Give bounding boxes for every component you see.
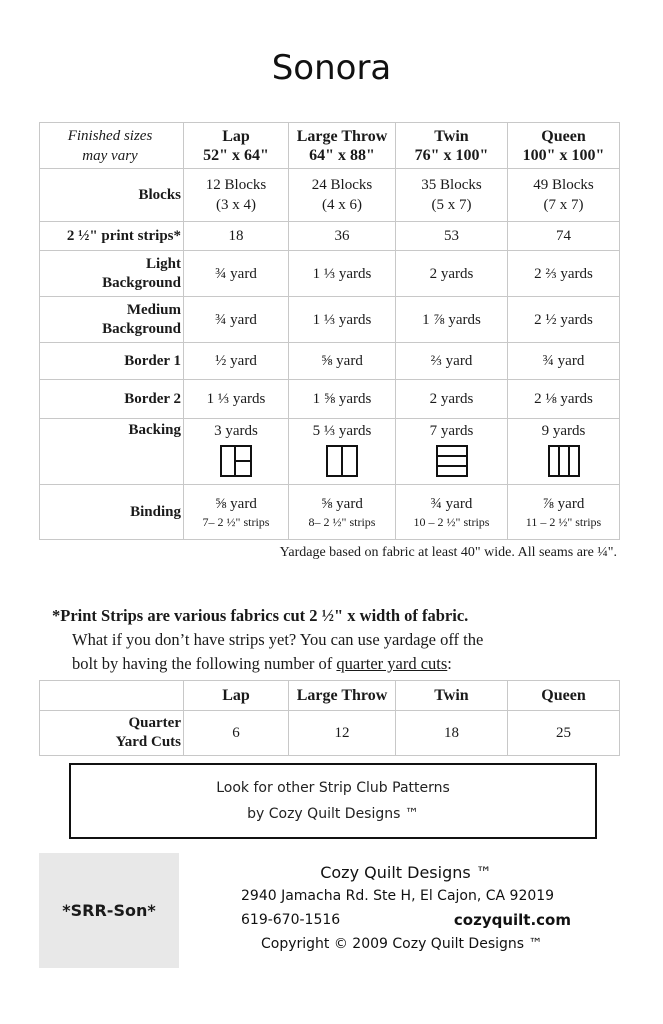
table-cell: ½ yard xyxy=(184,343,289,380)
table-cell: ¾ yard xyxy=(184,297,289,343)
company-info xyxy=(241,862,571,956)
table-cell: 49 Blocks (7 x 7) xyxy=(508,169,620,222)
sku-code: *SRR-Son* xyxy=(62,901,156,920)
table-cell: 1 ⅓ yards xyxy=(184,380,289,419)
page-title: Sonora xyxy=(271,48,392,88)
backing-lap-icon xyxy=(220,445,252,477)
table-cell: 7 yards xyxy=(396,419,508,485)
size-header-twin: Twin 76" x 100" xyxy=(396,123,508,169)
print-strips-note xyxy=(52,604,632,676)
quarter-header-large-throw: Large Throw xyxy=(289,681,396,711)
size-header-queen: Queen 100" x 100" xyxy=(508,123,620,169)
print-strips-row xyxy=(40,222,620,251)
row-label: Border 2 xyxy=(40,380,184,419)
table-cell: 12 xyxy=(289,711,396,756)
table-cell: 36 xyxy=(289,222,396,251)
table-cell: 6 xyxy=(184,711,289,756)
quarter-header-twin: Twin xyxy=(396,681,508,711)
quarter-header-queen: Queen xyxy=(508,681,620,711)
quarter-header-lap: Lap xyxy=(184,681,289,711)
print-strips-definition: *Print Strips are various fabrics cut 2 ½" x width of fabric. xyxy=(52,606,469,625)
size-header-lap: Lap 52" x 64" xyxy=(184,123,289,169)
backing-row xyxy=(40,419,620,485)
row-label: 2 ½" print strips* xyxy=(40,222,184,251)
copyright: Copyright © 2009 Cozy Quilt Designs ™ xyxy=(261,936,543,952)
table-cell: 18 xyxy=(184,222,289,251)
table-cell: 2 ⅔ yards xyxy=(508,251,620,297)
quarter-yard-cuts-row xyxy=(40,711,620,756)
size-header-large-throw: Large Throw 64" x 88" xyxy=(289,123,396,169)
row-label: Quarter Yard Cuts xyxy=(40,711,184,756)
border2-row xyxy=(40,380,620,419)
table-cell: 5 ⅓ yards xyxy=(289,419,396,485)
print-strips-instruction: bolt by having the following number of quarter yard cuts: xyxy=(72,654,452,673)
table-cell: 18 xyxy=(396,711,508,756)
size-header-row xyxy=(40,123,620,169)
contact-row xyxy=(241,908,571,932)
table-cell: ⅝ yard 7– 2 ½" strips xyxy=(184,485,289,540)
row-label: Medium Background xyxy=(40,297,184,343)
table-cell: 1 ⅓ yards xyxy=(289,251,396,297)
medium-background-row xyxy=(40,297,620,343)
table-cell: 3 yards xyxy=(184,419,289,485)
company-phone: 619-670-1516 xyxy=(241,912,341,928)
backing-three-horizontal-icon xyxy=(436,445,468,477)
binding-row xyxy=(40,485,620,540)
print-strips-question: What if you don’t have strips yet? You can use yardage off the xyxy=(72,630,484,649)
table-cell: 1 ⅝ yards xyxy=(289,380,396,419)
sku-box xyxy=(39,853,179,968)
table-cell: 2 yards xyxy=(396,251,508,297)
light-background-row xyxy=(40,251,620,297)
backing-two-panel-icon xyxy=(326,445,358,477)
row-label: Border 1 xyxy=(40,343,184,380)
empty-header-cell xyxy=(40,681,184,711)
table-cell: 2 ⅛ yards xyxy=(508,380,620,419)
table-cell: 53 xyxy=(396,222,508,251)
table-cell: 35 Blocks (5 x 7) xyxy=(396,169,508,222)
row-label: Backing xyxy=(40,419,184,485)
table-cell: 2 yards xyxy=(396,380,508,419)
blocks-row xyxy=(40,169,620,222)
table-cell: 74 xyxy=(508,222,620,251)
table-cell: 12 Blocks (3 x 4) xyxy=(184,169,289,222)
backing-three-vertical-icon xyxy=(548,445,580,477)
table-cell: 1 ⅞ yards xyxy=(396,297,508,343)
table-cell: 1 ⅓ yards xyxy=(289,297,396,343)
table-cell: ⅞ yard 11 – 2 ½" strips xyxy=(508,485,620,540)
row-label: Light Background xyxy=(40,251,184,297)
table-cell: ⅝ yard xyxy=(289,343,396,380)
border1-row xyxy=(40,343,620,380)
table-cell: 24 Blocks (4 x 6) xyxy=(289,169,396,222)
table-cell: 9 yards xyxy=(508,419,620,485)
company-website: cozyquilt.com xyxy=(453,911,571,929)
quarter-header-row xyxy=(40,681,620,711)
table-cell: 25 xyxy=(508,711,620,756)
strip-club-callout: Look for other Strip Club Patterns by Cozy Quilt Designs ™ xyxy=(69,763,597,839)
table-cell: ⅝ yard 8– 2 ½" strips xyxy=(289,485,396,540)
table-cell: ¾ yard xyxy=(508,343,620,380)
yardage-table xyxy=(39,122,620,540)
table-cell: ⅔ yard xyxy=(396,343,508,380)
quarter-yard-table xyxy=(39,680,620,756)
table-cell: 2 ½ yards xyxy=(508,297,620,343)
table-cell: ¾ yard xyxy=(184,251,289,297)
finished-sizes-note: Finished sizes may vary xyxy=(40,123,184,169)
row-label: Binding xyxy=(40,485,184,540)
yardage-note: Yardage based on fabric at least 40" wide. All seams are ¼". xyxy=(279,545,617,560)
company-address: 2940 Jamacha Rd. Ste H, El Cajon, CA 92019 xyxy=(241,888,555,904)
table-cell: ¾ yard 10 – 2 ½" strips xyxy=(396,485,508,540)
company-name: Cozy Quilt Designs ™ xyxy=(320,863,492,882)
row-label: Blocks xyxy=(40,169,184,222)
